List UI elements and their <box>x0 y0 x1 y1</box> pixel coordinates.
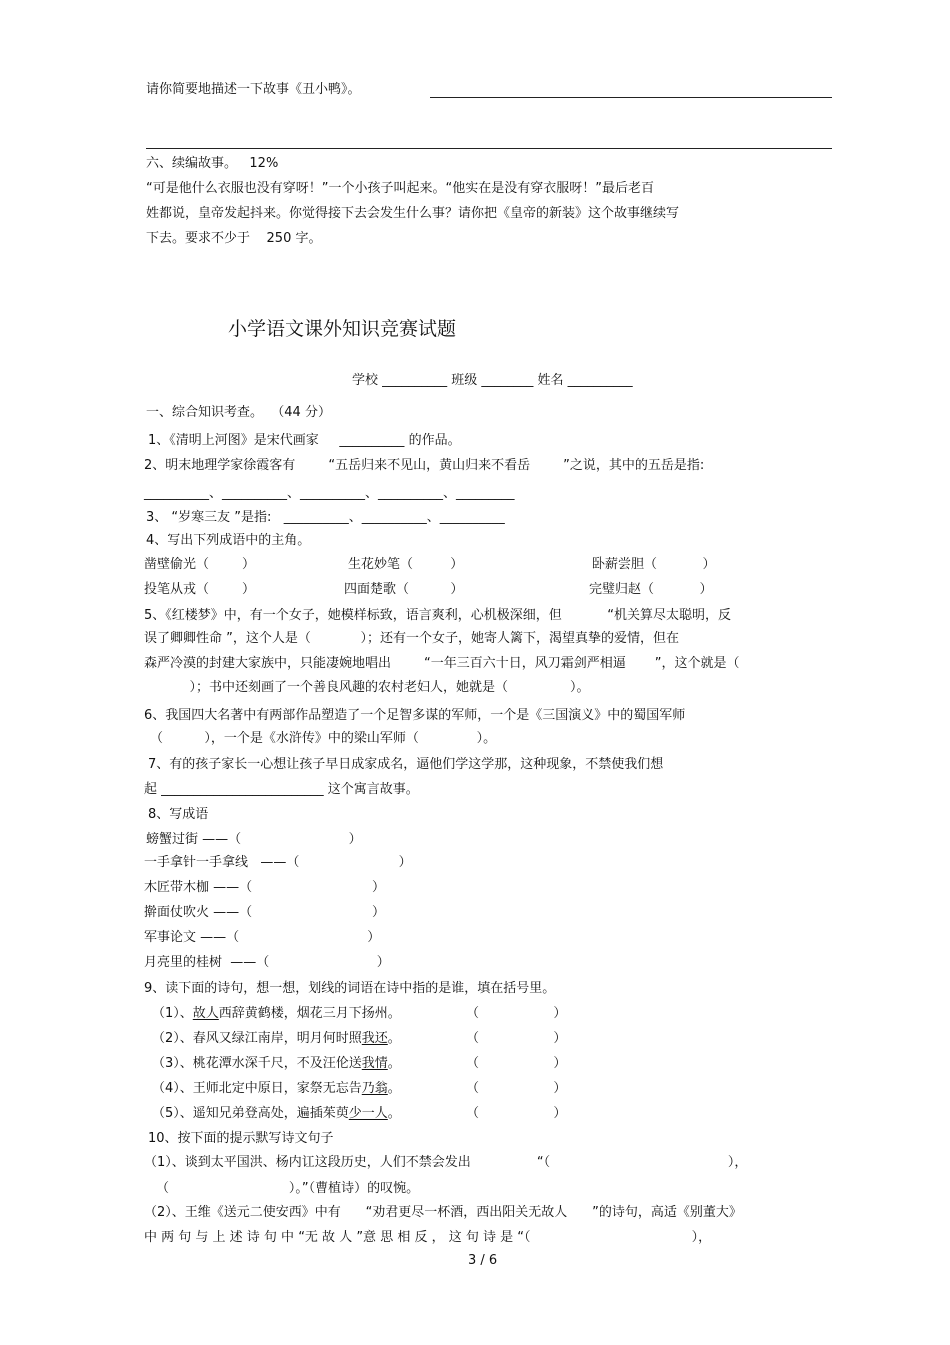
section-6-text-2: 姓都说，皇帝发起抖来。你觉得接下去会发生什么事？请你把《皇帝的新装》这个故事继续写 <box>146 206 680 221</box>
section-6-heading: 六、续编故事。 12% <box>146 156 279 171</box>
idiom-cell: 投笔从戎（ ） <box>144 582 256 597</box>
page-number: 3 / 6 <box>468 1253 498 1268</box>
idiom-line: 军事论文 ——（ ） <box>144 930 381 945</box>
question-10-line-1: （1）、谈到太平国洪、杨内讧这段历史，人们不禁会发出 “（ ）， <box>144 1155 748 1170</box>
answer-line-full <box>146 148 832 149</box>
idiom-cell: 完璧归赵（ ） <box>589 582 713 597</box>
question-5-line-4: ）；书中还刻画了一个善良风趣的农村老妇人，她就是（ ）。 <box>144 680 590 695</box>
answer-bracket: （ ） <box>466 1056 567 1071</box>
question-2-line-2: __________、__________、__________、__________、_________ <box>144 486 515 501</box>
answer-bracket: （ ） <box>466 1031 567 1046</box>
question-9: 9、读下面的诗句，想一想，划线的词语在诗中指的是谁，填在括号里。 <box>144 981 556 996</box>
student-info-line: 学校 __________ 班级 ________ 姓名 __________ <box>352 373 633 388</box>
poem-line: （2）、春风又绿江南岸，明月何时照我还。 <box>152 1031 401 1046</box>
answer-bracket: （ ） <box>466 1106 567 1121</box>
question-3: 3、 “岁寒三友 ”是指: __________、__________、__________ <box>146 510 505 525</box>
question-10-line-4: 中 两 句 与 上 述 诗 句 中 “无 故 人 ”意 思 相 反 ， 这 句 诗 是 “（ ）， <box>144 1230 712 1245</box>
question-5-line-3: 森严冷漠的封建大家族中，只能凄婉地唱出 “一年三百六十日，风刀霜剑严相逼 ”，这个就是（ <box>144 656 740 671</box>
answer-bracket: （ ） <box>466 1006 567 1021</box>
question-1: 1、《清明上河图》是宋代画家 __________ 的作品。 <box>148 433 461 448</box>
question-7-line-2: 起 _________________________ 这个寓言故事。 <box>144 782 419 797</box>
poem-line: （1）、故人西辞黄鹤楼，烟花三月下扬州。 <box>152 1006 401 1021</box>
idiom-line: 木匠带木枷 ——（ ） <box>144 880 385 895</box>
idiom-line: 一手拿针一手拿线 ——（ ） <box>144 855 412 870</box>
question-7-line-1: 7、有的孩子家长一心想让孩子早日成家成名，逼他们学这学那，这种现象，不禁使我们想 <box>148 757 664 772</box>
poem-line: （5）、遥知兄弟登高处，遍插茱萸少一人。 <box>152 1106 401 1121</box>
poem-line: （4）、王师北定中原日，家祭无忘告乃翁。 <box>152 1081 401 1096</box>
idiom-cell: 凿壁偷光（ ） <box>144 557 256 572</box>
question-4: 4、写出下列成语中的主角。 <box>146 533 311 548</box>
idiom-line: 擀面仗吹火 ——（ ） <box>144 905 385 920</box>
idiom-line: 月亮里的桂树 ——（ ） <box>144 955 390 970</box>
question-10: 10、按下面的提示默写诗文句子 <box>148 1131 334 1146</box>
idiom-cell: 四面楚歌（ ） <box>344 582 464 597</box>
question-2-line-1: 2、明末地理学家徐霞客有 “五岳归来不见山，黄山归来不看岳 ”之说，其中的五岳是指: <box>144 458 705 473</box>
question-10-line-3: （2）、王维《送元二使安西》中有 “劝君更尽一杯酒，西出阳关无故人 ”的诗句，高适《别董大》 <box>144 1205 742 1220</box>
idiom-cell: 卧薪尝胆（ ） <box>592 557 716 572</box>
question-6-line-2: （ ），一个是《水浒传》中的梁山军师（ ）。 <box>150 731 497 746</box>
answer-line <box>430 97 832 98</box>
section-1-heading: 一、综合知识考查。 （44 分） <box>146 405 331 420</box>
question-6-line-1: 6、我国四大名著中有两部作品塑造了一个足智多谋的军师，一个是《三国演义》中的蜀国军师 <box>144 708 686 723</box>
idiom-cell: 生花妙笔（ ） <box>348 557 464 572</box>
question-5-line-1: 5、《红楼梦》中，有一个女子，她模样标致，语言爽利，心机极深细，但 “机关算尽太聪明，反 <box>144 608 731 623</box>
question-10-line-2: （ ）。”（曹植诗）的叹惋。 <box>156 1181 420 1196</box>
section-6-text-3: 下去。要求不少于 250 字。 <box>146 231 322 246</box>
question-8: 8、写成语 <box>148 807 209 822</box>
poem-line: （3）、桃花潭水深千尺，不及汪伦送我情。 <box>152 1056 401 1071</box>
idiom-line: 螃蟹过街 ——（ ） <box>146 832 362 847</box>
question-5-line-2: 误了卿卿性命 ”，这个人是（ ）；还有一个女子，她寄人篱下，渴望真挚的爱情，但在 <box>144 631 679 646</box>
question-ugly-duckling: 请你简要地描述一下故事《丑小鸭》。 <box>146 82 361 97</box>
page-title: 小学语文课外知识竞赛试题 <box>228 318 457 340</box>
section-6-text-1: “可是他什么衣服也没有穿呀！”一个小孩子叫起来。“他实在是没有穿衣服呀！”最后老百 <box>146 181 654 196</box>
answer-bracket: （ ） <box>466 1081 567 1096</box>
